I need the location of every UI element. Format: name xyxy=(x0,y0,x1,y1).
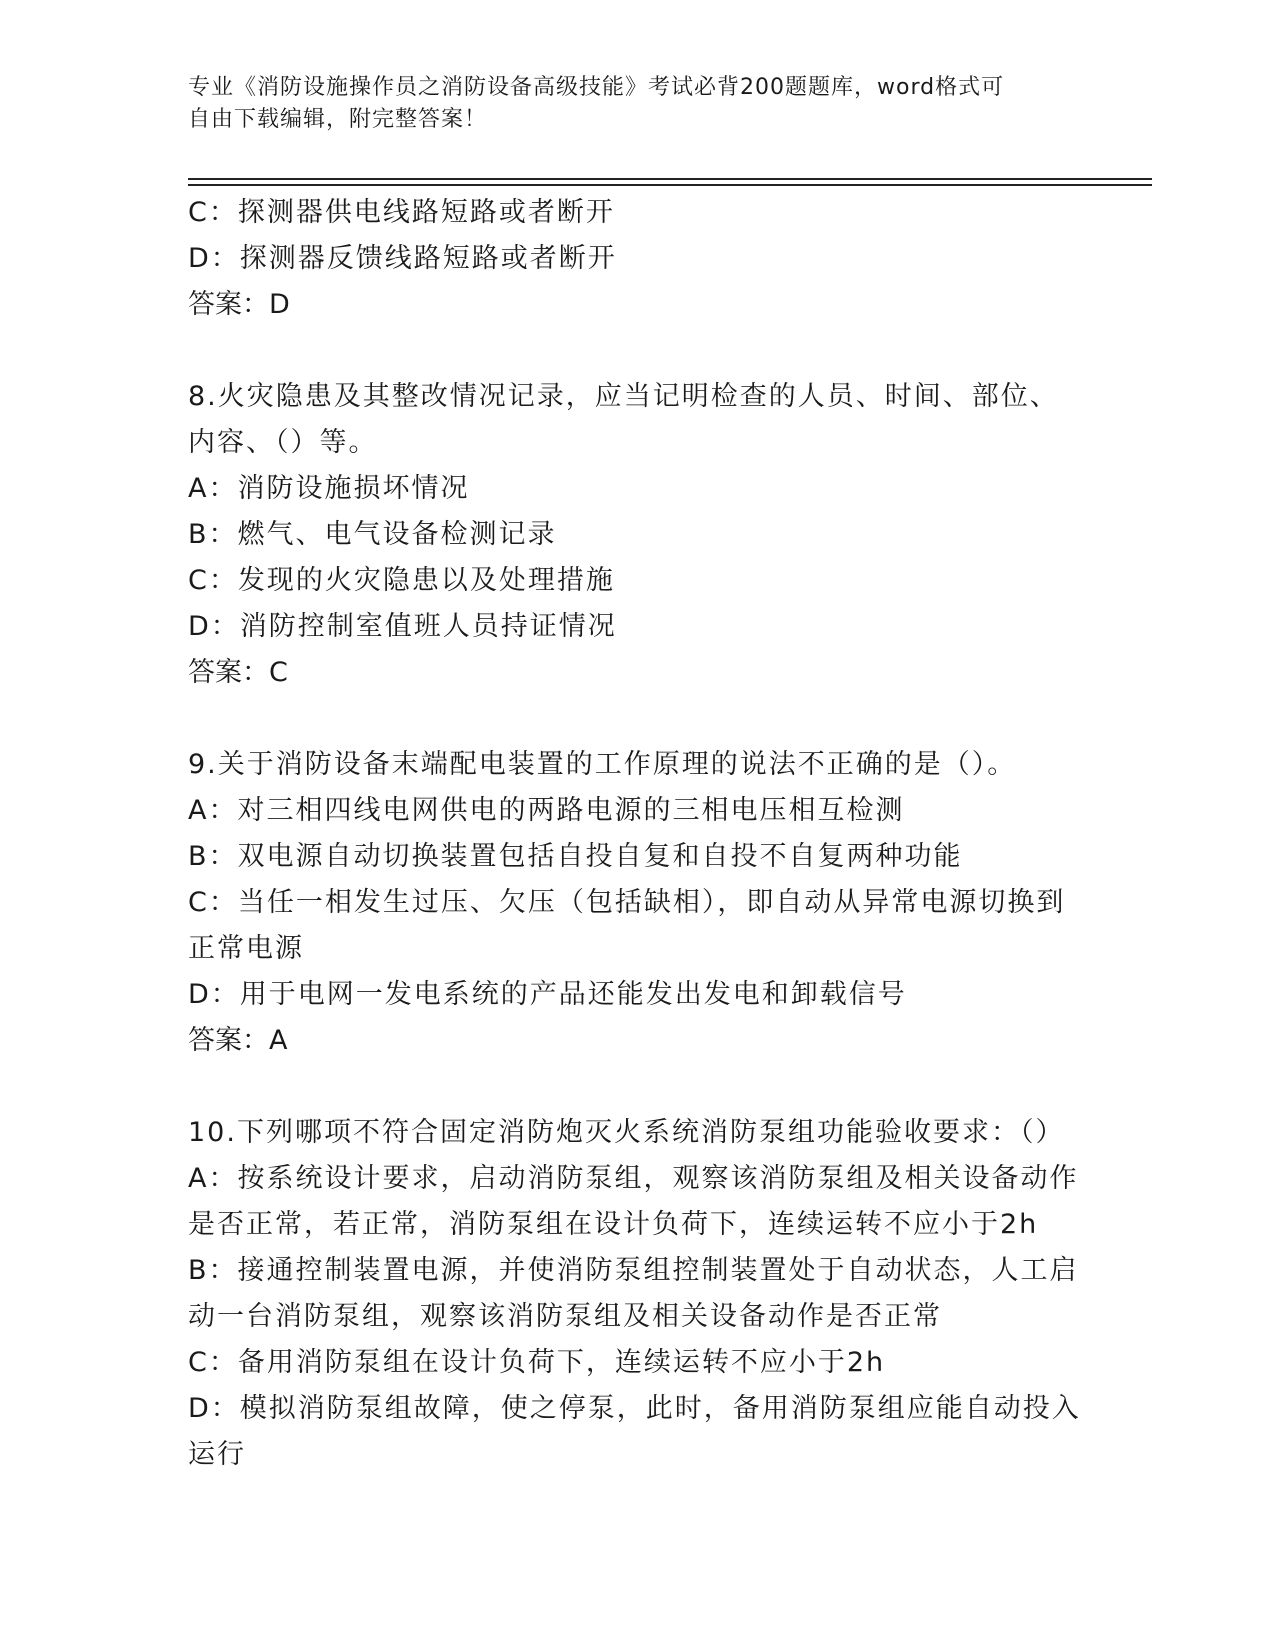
option-a: A：消防设施损坏情况 xyxy=(188,473,470,504)
question-7 xyxy=(188,190,1088,328)
header-line-1: 专业《消防设施操作员之消防设备高级技能》考试必背200题题库，word格式可 xyxy=(188,75,1005,100)
spacer xyxy=(188,696,1088,742)
question-list xyxy=(188,190,1088,1478)
question-stem: 9.关于消防设备末端配电装置的工作原理的说法不正确的是（）。 xyxy=(188,749,1017,780)
option-b: B：接通控制装置电源，并使消防泵组控制装置处于自动状态，人工启 xyxy=(188,1255,1079,1286)
option-b-continued: 动一台消防泵组，观察该消防泵组及相关设备动作是否正常 xyxy=(188,1301,942,1332)
document-header xyxy=(188,72,1068,136)
option-d-continued: 运行 xyxy=(188,1439,246,1470)
option-b: B：双电源自动切换装置包括自投自复和自投不自复两种功能 xyxy=(188,841,963,872)
option-a: A：按系统设计要求，启动消防泵组，观察该消防泵组及相关设备动作 xyxy=(188,1163,1079,1194)
spacer xyxy=(188,1064,1088,1110)
question-stem: 8.火灾隐患及其整改情况记录，应当记明检查的人员、时间、部位、 xyxy=(188,381,1059,412)
option-d: D：用于电网一发电系统的产品还能发出发电和卸载信号 xyxy=(188,979,907,1010)
option-c: C：备用消防泵组在设计负荷下，连续运转不应小于2h xyxy=(188,1347,886,1378)
header-divider-bottom xyxy=(188,184,1152,186)
option-c-continued: 正常电源 xyxy=(188,933,304,964)
header-line-2: 自由下载编辑，附完整答案！ xyxy=(188,107,488,132)
option-c: C：发现的火灾隐患以及处理措施 xyxy=(188,565,615,596)
option-a-continued: 是否正常，若正常，消防泵组在设计负荷下，连续运转不应小于2h xyxy=(188,1209,1039,1240)
question-8 xyxy=(188,374,1088,696)
option-c: C：探测器供电线路短路或者断开 xyxy=(188,197,615,228)
option-d: D：模拟消防泵组故障，使之停泵，此时，备用消防泵组应能自动投入 xyxy=(188,1393,1081,1424)
question-10 xyxy=(188,1110,1088,1478)
answer: 答案：D xyxy=(188,289,290,320)
option-d: D：消防控制室值班人员持证情况 xyxy=(188,611,617,642)
question-stem-continued: 内容、（）等。 xyxy=(188,427,378,458)
option-b: B：燃气、电气设备检测记录 xyxy=(188,519,557,550)
option-d: D：探测器反馈线路短路或者断开 xyxy=(188,243,617,274)
answer: 答案：A xyxy=(188,1025,288,1056)
spacer xyxy=(188,328,1088,374)
answer: 答案：C xyxy=(188,657,288,688)
question-9 xyxy=(188,742,1088,1064)
option-c: C：当任一相发生过压、欠压（包括缺相），即自动从异常电源切换到 xyxy=(188,887,1066,918)
question-stem: 10.下列哪项不符合固定消防炮灭火系统消防泵组功能验收要求：（） xyxy=(188,1117,1065,1148)
header-divider-top xyxy=(188,178,1152,180)
option-a: A：对三相四线电网供电的两路电源的三相电压相互检测 xyxy=(188,795,905,826)
